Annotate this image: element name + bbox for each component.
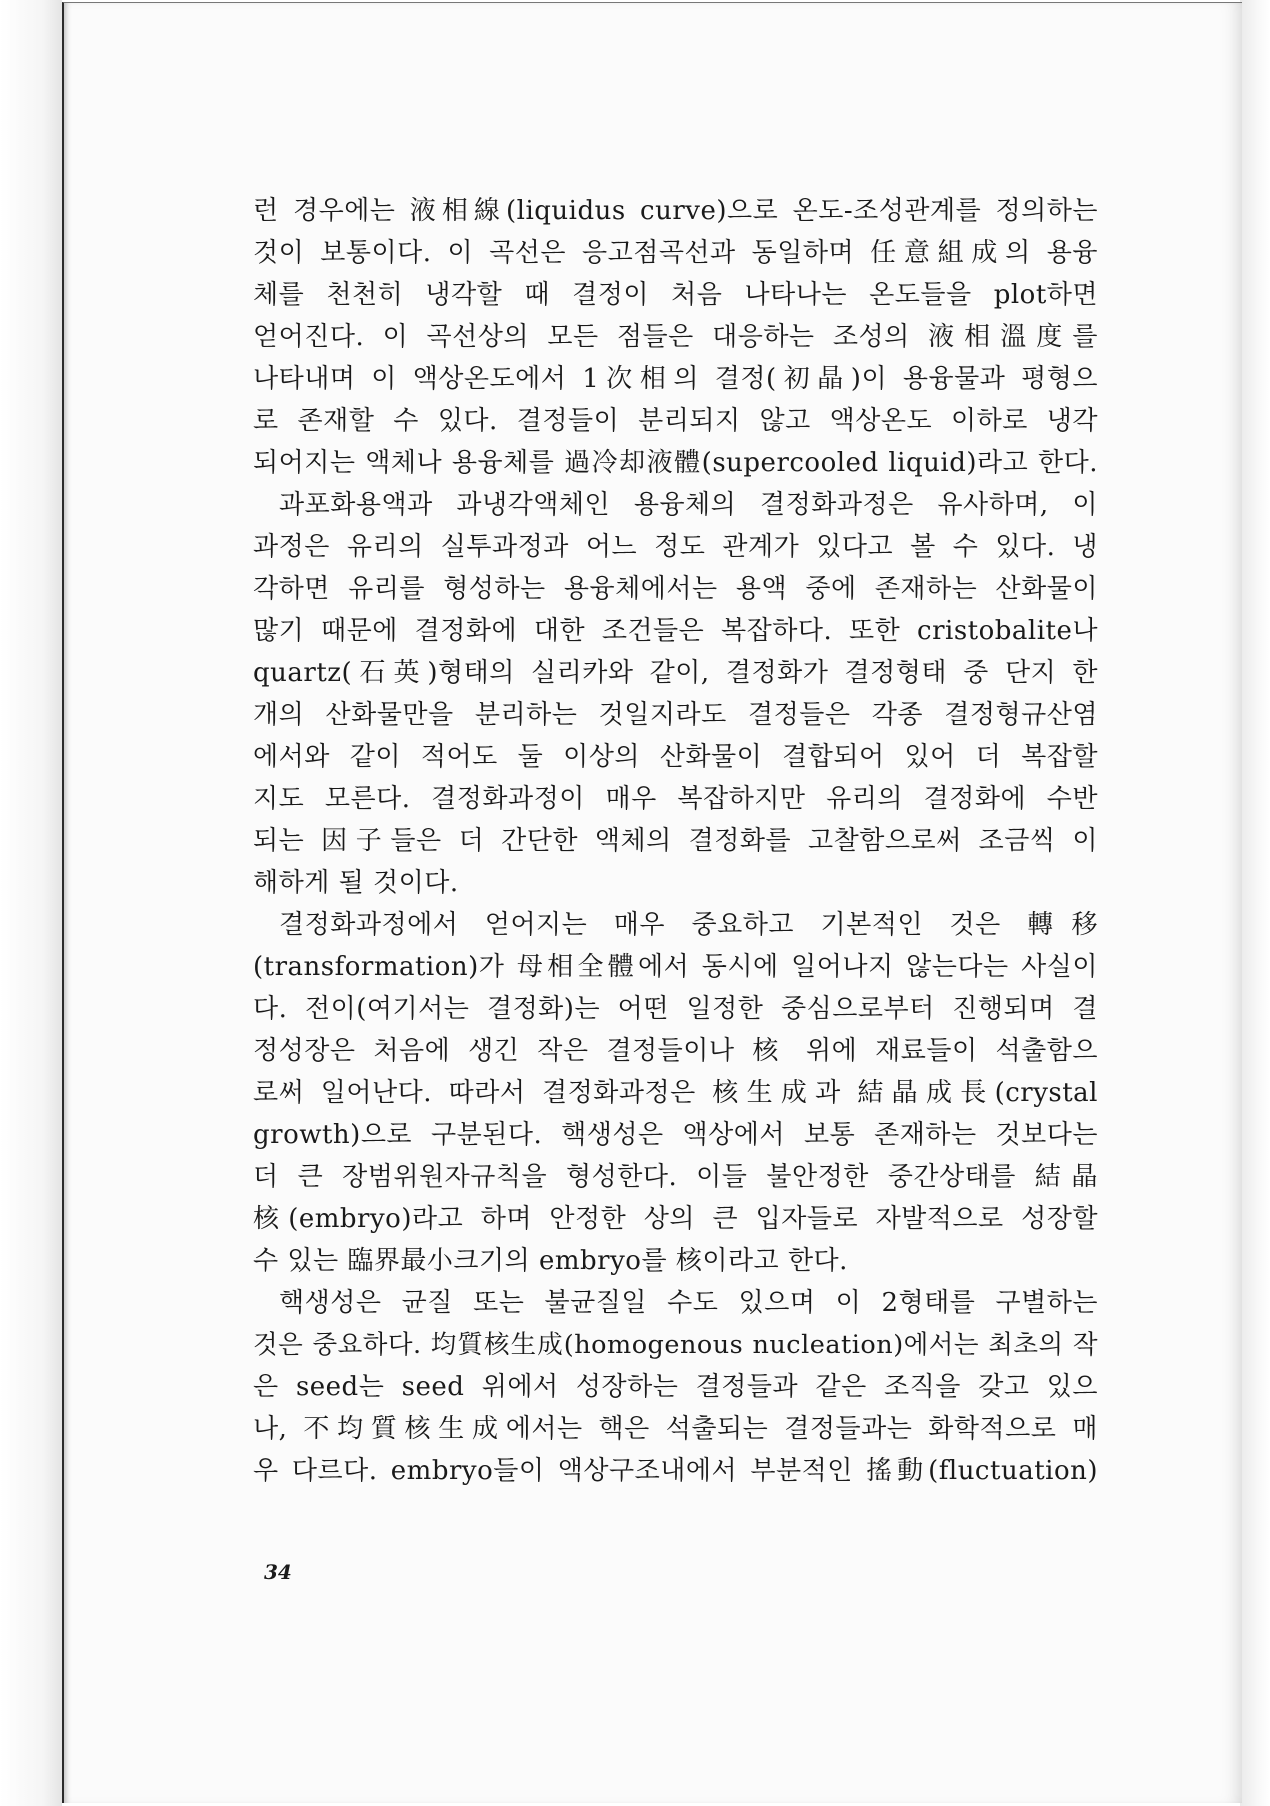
text-line: 것은 중요하다. 均質核生成(homogenous nucleation)에서는 최초의 작 [253, 1330, 1098, 1360]
page-number: 34 [264, 1560, 292, 1584]
text-line: 되어지는 액체나 용융체를 過冷却液體(supercooled liquid)라고 한다. [253, 448, 1098, 478]
text-line: 지도 모른다. 결정화과정이 매우 복잡하지만 유리의 결정화에 수반 [253, 784, 1098, 814]
text-line: 우 다르다. embryo들이 액상구조내에서 부분적인 搖動(fluctuation) [253, 1456, 1098, 1486]
paragraph-end-line: 수 있는 臨界最小크기의 embryo를 核이라고 한다. [253, 1246, 848, 1276]
text-line: 과정은 유리의 실투과정과 어느 정도 관계가 있다고 볼 수 있다. 냉 [253, 532, 1098, 562]
paragraph-start-line: 결정화과정에서 얻어지는 매우 중요하고 기본적인 것은 轉移 [279, 910, 1098, 940]
text-line: 核(embryo)라고 하며 안정한 상의 큰 입자들로 자발적으로 성장할 [253, 1204, 1098, 1234]
text-line: quartz(石英)형태의 실리카와 같이, 결정화가 결정형태 중 단지 한 [253, 658, 1098, 688]
text-line: growth)으로 구분된다. 핵생성은 액상에서 보통 존재하는 것보다는 [253, 1120, 1098, 1150]
text-line: (transformation)가 母相全體에서 동시에 일어나지 않는다는 사실이 [253, 952, 1098, 982]
text-line: 되는 因子들은 더 간단한 액체의 결정화를 고찰함으로써 조금씩 이 [253, 826, 1098, 856]
page-body-text [253, 190, 1098, 1492]
text-line: 많기 때문에 결정화에 대한 조건들은 복잡하다. 또한 cristobalite나 [253, 616, 1098, 646]
text-line: 각하면 유리를 형성하는 용융체에서는 용액 중에 존재하는 산화물이 [253, 574, 1098, 604]
text-line: 로써 일어난다. 따라서 결정화과정은 核生成과 結晶成長(crystal [253, 1078, 1098, 1108]
paragraph-end-line: 해하게 될 것이다. [253, 868, 459, 898]
text-line: 얻어진다. 이 곡선상의 모든 점들은 대응하는 조성의 液相溫度를 [253, 322, 1098, 352]
paragraph-start-line: 핵생성은 균질 또는 불균질일 수도 있으며 이 2형태를 구별하는 [279, 1288, 1098, 1318]
text-line: 정성장은 처음에 생긴 작은 결정들이나 核 위에 재료들이 석출함으 [253, 1036, 1098, 1066]
text-line: 에서와 같이 적어도 둘 이상의 산화물이 결합되어 있어 더 복잡할 [253, 742, 1098, 772]
text-line: 개의 산화물만을 분리하는 것일지라도 결정들은 각종 결정형규산염 [253, 700, 1098, 730]
viewer-left-margin [0, 0, 62, 1806]
text-line: 로 존재할 수 있다. 결정들이 분리되지 않고 액상온도 이하로 냉각 [253, 406, 1098, 436]
paragraph-start-line: 과포화용액과 과냉각액체인 용융체의 결정화과정은 유사하며, 이 [279, 490, 1098, 520]
text-line: 체를 천천히 냉각할 때 결정이 처음 나타나는 온도들을 plot하면 [253, 280, 1098, 310]
text-line: 은 seed는 seed 위에서 성장하는 결정들과 같은 조직을 갖고 있으 [253, 1372, 1098, 1402]
text-line: 더 큰 장범위원자규칙을 형성한다. 이들 불안정한 중간상태를 結晶 [253, 1162, 1098, 1192]
text-line: 것이 보통이다. 이 곡선은 응고점곡선과 동일하며 任意組成의 용융 [253, 238, 1098, 268]
text-line: 런 경우에는 液相線(liquidus curve)으로 온도-조성관계를 정의하는 [253, 196, 1098, 226]
text-line: 다. 전이(여기서는 결정화)는 어떤 일정한 중심으로부터 진행되며 결 [253, 994, 1098, 1024]
text-line: 나, 不均質核生成에서는 핵은 석출되는 결정들과는 화학적으로 매 [253, 1414, 1098, 1444]
text-line: 나타내며 이 액상온도에서 1次相의 결정(初晶)이 용융물과 평형으 [253, 364, 1098, 394]
viewer-right-margin [1240, 0, 1270, 1806]
